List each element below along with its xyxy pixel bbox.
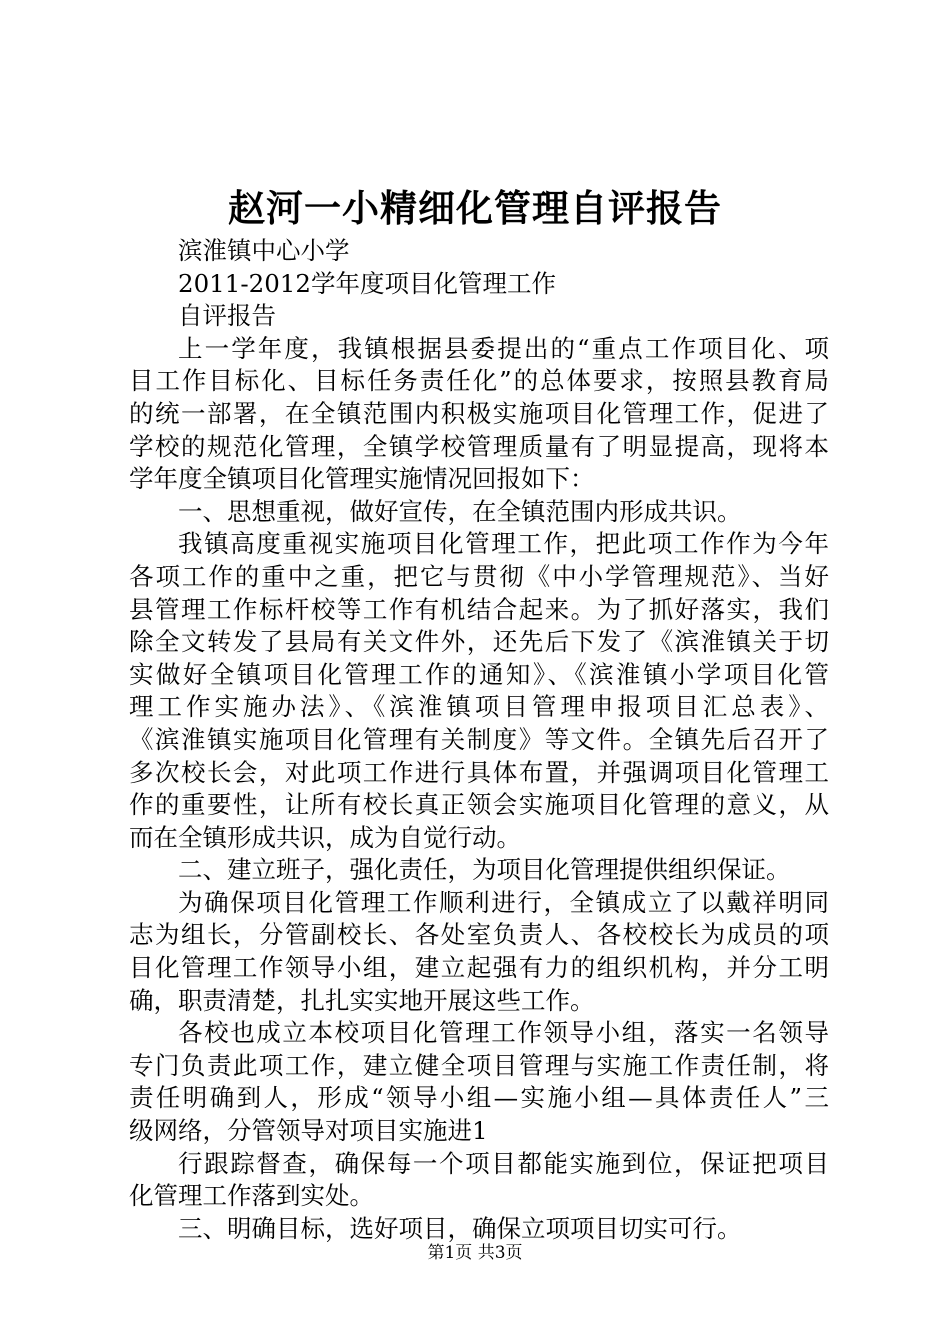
body-text-line: 上一学年度，我镇根据县委提出的“重点工作项目化、项 (178, 333, 829, 363)
body-text-line: 责任明确到人，形成“领导小组—实施小组—具体责任人”三 (129, 1083, 829, 1113)
page-footer: 第1页 共3页 (427, 1243, 523, 1263)
body-text-line: 县管理工作标杆校等工作有机结合起来。为了抓好落实，我们 (129, 594, 829, 624)
body-text-line: 级网络，分管领导对项目实施进1 (129, 1116, 488, 1146)
body-text-line: 我镇高度重视实施项目化管理工作，把此项工作作为今年 (178, 529, 829, 559)
body-text-line: 为确保项目化管理工作顺利进行，全镇成立了以戴祥明同 (178, 887, 829, 917)
body-text-line: 学校的规范化管理，全镇学校管理质量有了明显提高，现将本 (129, 431, 829, 461)
document-body (129, 235, 829, 1245)
body-text-line: 除全文转发了县局有关文件外，还先后下发了《滨淮镇关于切 (129, 627, 829, 657)
body-text-line: 确，职责清楚，扎扎实实地开展这些工作。 (129, 985, 595, 1015)
document-title: 赵河一小精细化管理自评报告 (228, 186, 722, 230)
body-text-line: 滨淮镇中心小学 (178, 236, 350, 265)
body-text-line: 各项工作的重中之重，把它与贯彻《中小学管理规范》、当好 (129, 561, 829, 591)
body-text-line: 行跟踪督查，确保每一个项目都能实施到位，保证把项目 (178, 1148, 829, 1178)
body-text-line: 志为组长，分管副校长、各处室负责人、各校校长为成员的项 (129, 920, 829, 950)
body-text-line: 自评报告 (178, 301, 276, 331)
body-text-line: 《滨淮镇实施项目化管理有关制度》等文件。全镇先后召开了 (129, 724, 829, 754)
body-text-line: 专门负责此项工作，建立健全项目管理与实施工作责任制，将 (129, 1050, 829, 1080)
body-text-line: 理工作实施办法》、《滨淮镇项目管理申报项目汇总表》、 (129, 692, 829, 722)
body-text-line: 学年度全镇项目化管理实施情况回报如下： (129, 464, 595, 494)
body-text-line: 实做好全镇项目化管理工作的通知》、《滨淮镇小学项目化管 (129, 659, 829, 689)
body-text-line: 三、明确目标，选好项目，确保立项项目切实可行。 (178, 1213, 742, 1243)
body-text-line: 作的重要性，让所有校长真正领会实施项目化管理的意义，从 (129, 790, 829, 820)
body-text-line: 二、建立班子，强化责任，为项目化管理提供组织保证。 (178, 855, 791, 885)
body-text-line: 目化管理工作领导小组，建立起强有力的组织机构，并分工明 (129, 953, 829, 983)
body-text-line: 2011-2012学年度项目化管理工作 (178, 268, 556, 298)
body-text-line: 目工作目标化、目标任务责任化”的总体要求，按照县教育局 (129, 366, 829, 396)
body-text-line: 而在全镇形成共识，成为自觉行动。 (129, 822, 521, 852)
body-text-line: 一、思想重视，做好宣传，在全镇范围内形成共识。 (178, 496, 742, 526)
body-text-line: 的统一部署，在全镇范围内积极实施项目化管理工作，促进了 (129, 398, 829, 428)
body-text-line: 化管理工作落到实处。 (129, 1181, 374, 1211)
body-text-line: 各校也成立本校项目化管理工作领导小组，落实一名领导 (178, 1018, 829, 1048)
body-text-line: 多次校长会，对此项工作进行具体布置，并强调项目化管理工 (129, 757, 829, 787)
